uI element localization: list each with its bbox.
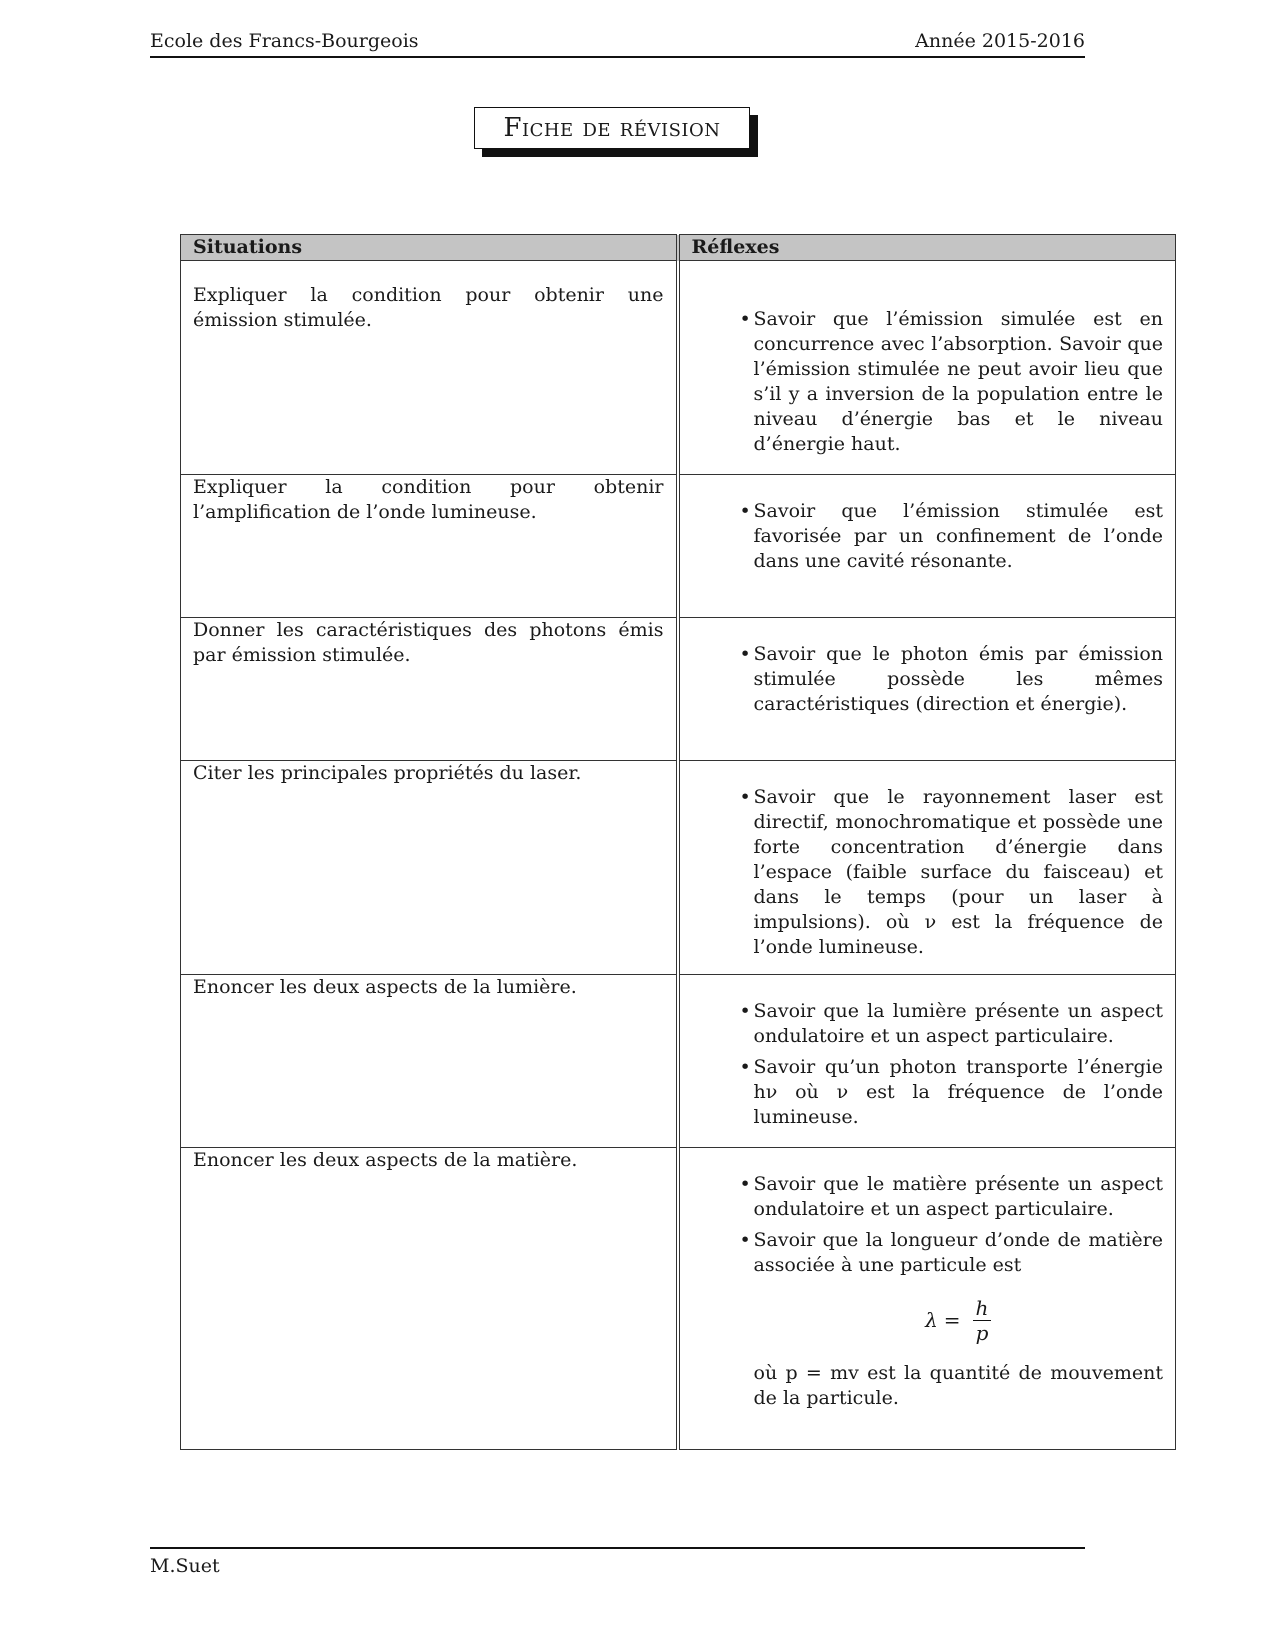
situation-cell [181,975,678,1148]
reflex-list [692,642,1164,717]
bullet-icon: • [739,500,751,522]
footer-author: M.Suet [150,1555,220,1577]
bullet-icon: • [739,1000,751,1022]
situation-text: Expliquer la condition pour obtenir l’amplification de l’onde lumineuse. [193,476,664,523]
reflexes-cell [678,261,1176,475]
table-row [181,975,1176,1148]
reflex-item: • Savoir qu’un photon transporte l’énergie hν où ν est la fréquence de l’onde lumineuse. [739,1056,1163,1128]
header-rule [150,56,1085,58]
table-row [181,761,1176,975]
reflexes-cell [678,475,1176,618]
title-frame [474,107,750,149]
reflex-item: • Savoir que la longueur d’onde de matière associée à une particule est λ = $\frac{h}{p}$ où p = mv est la quantité de mouvement de la particule. [739,1229,1163,1409]
situation-cell [181,261,678,475]
situation-text: Citer les principales propriétés du laser. [193,762,582,784]
reflex-item: • Savoir que l’émission stimulée est favorisée par un confinement de l’onde dans une cavité résonante. [739,500,1163,572]
formula-explanation: où p = mv est la quantité de mouvement de la particule. [753,1362,1163,1409]
table-row [181,261,1176,475]
reflex-list [692,785,1164,960]
table-row [181,618,1176,761]
page-title: Fiche de révision [474,107,750,149]
reflexes-cell [678,1148,1176,1450]
situation-text: Enoncer les deux aspects de la matière. [193,1149,578,1171]
situation-text: Expliquer la condition pour obtenir une émission stimulée. [193,284,664,331]
header-year: Année 2015-2016 [915,30,1085,52]
bullet-icon: • [739,786,751,808]
reflex-item: • Savoir que l’émission simulée est en concurrence avec l’absorption. Savoir que l’émission stimulée ne peut avoir lieu que s’il y a inversion de la population entre le niveau d’énergie bas et le niveau d’énergie haut. [739,308,1163,455]
bullet-icon: • [739,1229,751,1251]
table-row [181,475,1176,618]
bullet-icon: • [739,643,751,665]
formula-numerator: h [973,1296,992,1321]
reflexes-cell [678,975,1176,1148]
reflex-item: • Savoir que le photon émis par émission stimulée possède les mêmes caractéristiques (direction et énergie). [739,643,1163,715]
col-header-reflexes: Réflexes [678,235,1176,261]
reflex-item: • Savoir que la lumière présente un aspect ondulatoire et un aspect particulaire. [739,1000,1163,1047]
situation-cell [181,475,678,618]
table-header-row [181,235,1176,261]
reflex-item: • Savoir que le rayonnement laser est directif, monochromatique et possède une forte concentration d’énergie dans l’espace (faible surface du faisceau) et dans le temps (pour un laser à impulsions). où ν est la fréquence de l’onde lumineuse. [739,786,1163,958]
situation-cell [181,1148,678,1450]
table-row [181,1148,1176,1450]
formula-fraction [973,1296,992,1345]
reflex-list [692,1172,1164,1411]
footer-rule [150,1547,1085,1549]
situation-text: Donner les caractéristiques des photons émis par émission stimulée. [193,619,664,666]
bullet-icon: • [739,1056,751,1078]
formula-equals: = [943,1308,961,1332]
wavelength-formula [754,1296,1164,1345]
situation-cell [181,761,678,975]
bullet-icon: • [739,1173,751,1195]
reflexes-cell [678,761,1176,975]
reflex-item: • Savoir que le matière présente un aspect ondulatoire et un aspect particulaire. [739,1173,1163,1220]
situation-text: Enoncer les deux aspects de la lumière. [193,976,577,998]
col-header-situations: Situations [181,235,678,261]
revision-table [180,234,1176,1450]
bullet-icon: • [739,308,751,330]
formula-lambda: λ [925,1308,938,1332]
reflex-list [692,999,1164,1130]
header-school: Ecole des Francs-Bourgeois [150,30,419,52]
reflex-list [692,307,1164,457]
reflex-list [692,499,1164,574]
formula-denominator: p [975,1321,989,1345]
situation-cell [181,618,678,761]
reflexes-cell [678,618,1176,761]
